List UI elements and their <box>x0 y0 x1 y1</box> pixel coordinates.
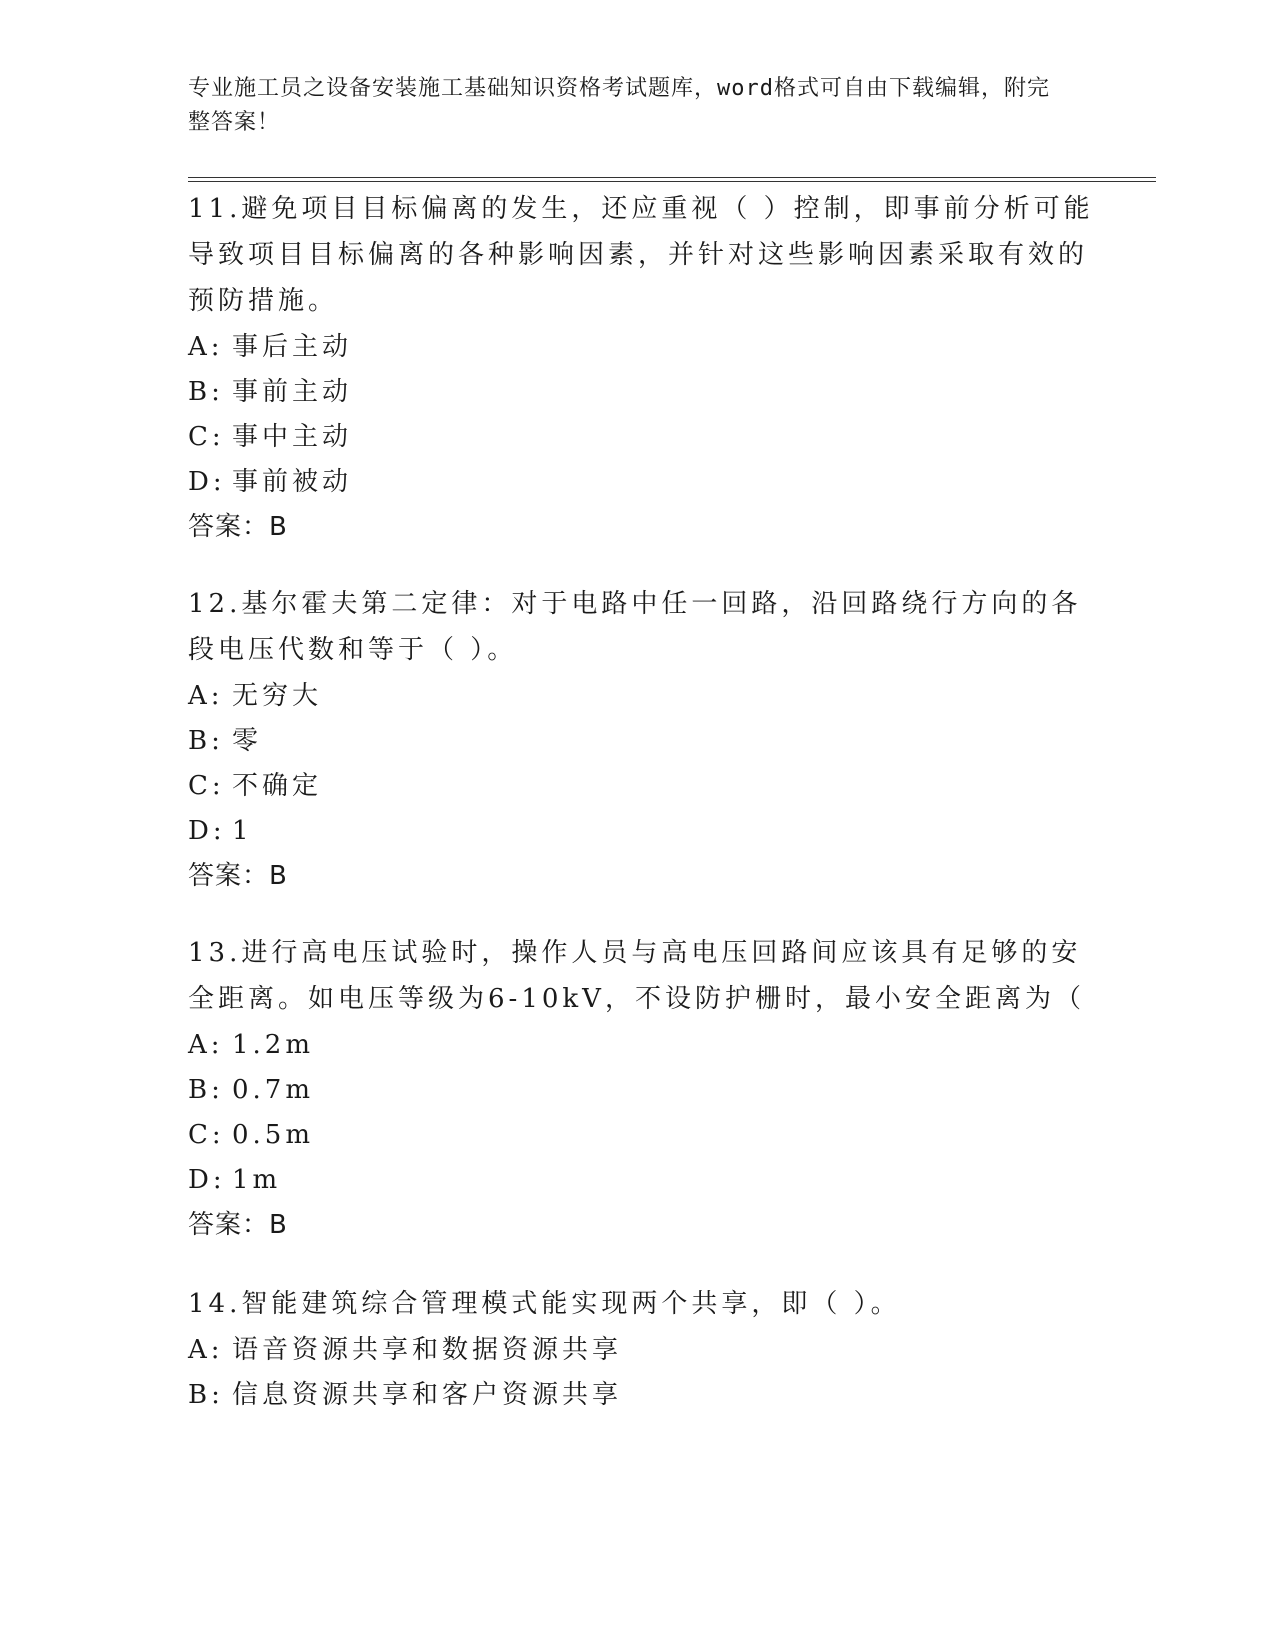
question-14 <box>188 1281 1108 1417</box>
option-c <box>188 1112 1108 1157</box>
document-header: 专业施工员之设备安装施工基础知识资格考试题库，word格式可自由下载编辑，附完整答案！ <box>188 76 1050 135</box>
option-b <box>188 1067 1108 1112</box>
option-key: C: <box>188 422 225 452</box>
option-text: 1 <box>232 816 253 846</box>
question-12 <box>188 581 1108 899</box>
option-key: D: <box>188 467 226 497</box>
question-stem: 13.进行高电压试验时，操作人员与高电压回路间应该具有足够的安全距离。如电压等级为6-10kV，不设防护栅时，最小安全距离为（ <box>188 938 1085 1014</box>
option-text: 1.2m <box>232 1030 315 1060</box>
option-d <box>188 808 1108 853</box>
option-key: C: <box>188 1120 225 1150</box>
option-key: A: <box>188 681 224 711</box>
option-d <box>188 1157 1108 1202</box>
option-c <box>188 414 1108 459</box>
option-key: B: <box>188 1380 224 1410</box>
option-key: A: <box>188 332 224 362</box>
option-text: 不确定 <box>232 771 323 801</box>
option-text: 事前被动 <box>232 467 353 497</box>
option-text: 事中主动 <box>232 422 353 452</box>
option-a <box>188 1022 1108 1067</box>
option-key: A: <box>188 1335 224 1365</box>
option-b <box>188 369 1108 414</box>
option-text: 0.7m <box>232 1075 315 1105</box>
question-stem: 11.避免项目目标偏离的发生，还应重视（ ）控制，即事前分析可能导致项目目标偏离的各种影响因素，并针对这些影响因素采取有效的预防措施。 <box>188 194 1094 316</box>
option-text: 0.5m <box>232 1120 315 1150</box>
answer-line: 答案：B <box>188 512 288 542</box>
question-13 <box>188 930 1108 1248</box>
option-key: B: <box>188 726 224 756</box>
option-key: A: <box>188 1030 224 1060</box>
option-a <box>188 673 1108 718</box>
option-key: D: <box>188 1165 226 1195</box>
question-11 <box>188 186 1108 550</box>
option-key: D: <box>188 816 226 846</box>
option-b <box>188 1372 1108 1417</box>
option-text: 信息资源共享和客户资源共享 <box>232 1380 623 1410</box>
option-text: 事前主动 <box>232 377 353 407</box>
option-a <box>188 1327 1108 1372</box>
answer-line: 答案：B <box>188 861 288 891</box>
option-d <box>188 459 1108 504</box>
option-text: 语音资源共享和数据资源共享 <box>232 1335 623 1365</box>
option-b <box>188 718 1108 763</box>
option-key: B: <box>188 1075 224 1105</box>
question-stem: 12.基尔霍夫第二定律：对于电路中任一回路，沿回路绕行方向的各段电压代数和等于（ ）。 <box>188 589 1082 665</box>
option-a <box>188 324 1108 369</box>
header-divider <box>188 177 1156 182</box>
option-c <box>188 763 1108 808</box>
question-stem: 14.智能建筑综合管理模式能实现两个共享，即（ ）。 <box>188 1289 901 1319</box>
option-text: 1m <box>232 1165 282 1195</box>
option-key: C: <box>188 771 225 801</box>
option-text: 零 <box>232 726 263 756</box>
option-text: 事后主动 <box>232 332 353 362</box>
option-text: 无穷大 <box>232 681 323 711</box>
answer-line: 答案：B <box>188 1210 288 1240</box>
option-key: B: <box>188 377 224 407</box>
